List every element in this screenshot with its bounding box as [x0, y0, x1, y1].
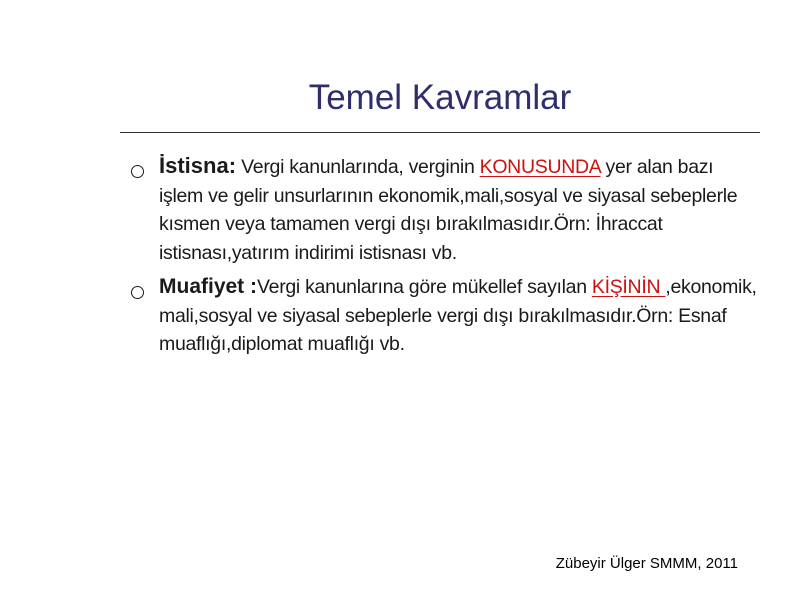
hollow-circle-bullet-icon [131, 165, 144, 178]
bullet-text [159, 273, 760, 359]
bullet-text-after: yer alan bazı işlem ve gelir unsurlarının ekonomik,mali,sosyal ve siyasal sebeplerle kısmen veya tamamen vergi dışı bırakılmasıdır.Örn: İhraccat istisnası,yatırım indirimi istisnası vb. [159, 156, 738, 264]
highlight-konusunda: KONUSUNDA [479, 156, 601, 178]
bullet-item-istisna [130, 152, 760, 267]
bullet-text-before: Vergi kanunlarına göre mükellef sayılan [257, 276, 592, 298]
bullet-text [159, 152, 760, 267]
term-muafiyet: Muafiyet : [159, 275, 258, 298]
highlight-kisinin: KİŞİNİN [591, 276, 666, 298]
slide-title: Temel Kavramlar [308, 78, 572, 117]
footer-credit: Zübeyir Ülger SMMM, 2011 [555, 555, 738, 572]
bullet-text-before: Vergi kanunlarında, verginin [236, 156, 480, 178]
term-istisna: İstisna: [159, 153, 237, 178]
hollow-circle-bullet-icon [131, 286, 144, 299]
bullet-item-muafiyet [130, 273, 760, 359]
title-divider [120, 132, 760, 133]
bullet-list [130, 152, 760, 365]
bullet-text-after: ,ekonomik, mali,sosyal ve siyasal sebeplerle vergi dışı bırakılmasıdır.Örn: Esnaf muaflığı,diplomat muaflığı vb. [159, 276, 757, 355]
